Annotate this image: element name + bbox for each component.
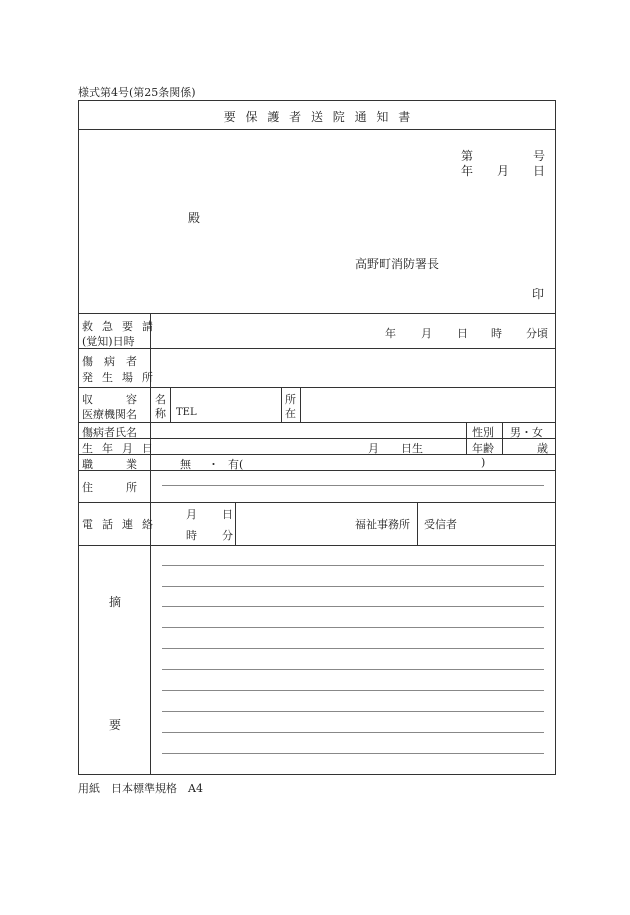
location-label-2: 発生場所 [82,371,162,384]
request-year: 年 [385,327,396,340]
date-month: 月 [497,164,510,178]
address-writing-line [162,485,544,486]
facility-label-2: 医療機関名 [82,408,137,421]
summary-label-1: 摘 [109,595,122,609]
facility-address-label-1: 所 [285,393,296,406]
request-hour: 時 [491,327,502,340]
summary-writing-line [162,690,544,691]
divider [235,502,236,545]
phone-hour: 時 [186,529,197,542]
phone-month: 月 [186,508,197,521]
summary-writing-line [162,627,544,628]
facility-name-label-2: 称 [155,407,166,420]
form-title: 要 保 護 者 送 院 通 知 書 [223,110,411,124]
divider [417,502,418,545]
address-label: 住 所 [82,481,137,494]
summary-writing-line [162,732,544,733]
divider [300,387,301,422]
birth-month-day: 月 日生 [368,442,423,455]
welfare-office: 福祉事務所 [355,518,410,531]
date-year: 年 [461,164,474,178]
paper-spec: 用紙 日本標準規格 A4 [78,782,203,795]
phone-minute: 分 [222,529,233,542]
divider [170,387,171,422]
divider [502,422,503,454]
request-month: 月 [421,327,432,340]
occupation-none: 無 [180,458,191,471]
receiver-label: 受信者 [424,518,457,531]
addressee-suffix: 殿 [188,211,201,225]
sex-value: 男・女 [510,426,543,439]
request-minute: 分頃 [526,327,548,340]
divider [78,129,556,130]
facility-label-1: 収 容 [82,393,137,406]
divider [281,387,282,422]
request-label-1: 救急要請 [82,320,162,333]
summary-writing-line [162,565,544,566]
summary-writing-line [162,606,544,607]
occupation-close: ) [481,456,486,469]
sender: 高野町消防署長 [355,257,440,271]
summary-writing-line [162,711,544,712]
summary-writing-line [162,648,544,649]
phone-day: 日 [222,508,233,521]
summary-writing-line [162,753,544,754]
number-prefix: 第 [461,149,474,163]
seal-mark: 印 [532,287,545,301]
age-label: 年齢 [472,442,494,455]
occupation-yes: 有( [228,458,244,471]
request-label-2: (覚知)日時 [82,335,135,348]
summary-writing-line [162,586,544,587]
sex-label: 性別 [472,426,494,439]
occupation-separator: ・ [208,458,219,471]
occupation-label: 職 業 [82,458,137,471]
date-day: 日 [533,164,546,178]
patient-name-label: 傷病者氏名 [82,426,137,439]
location-label-1: 傷 病 者 [82,355,137,368]
birth-label: 生年月日 [82,442,162,455]
facility-address-label-2: 在 [285,407,296,420]
phone-label: 電話連絡 [82,518,162,531]
number-suffix: 号 [533,149,546,163]
facility-name-label-1: 名 [155,393,166,406]
request-day: 日 [457,327,468,340]
facility-tel: TEL [176,407,197,418]
summary-label-2: 要 [109,718,122,732]
form-number: 様式第4号(第25条関係) [78,86,196,99]
age-unit: 歳 [537,442,548,455]
divider [466,422,467,454]
summary-writing-line [162,669,544,670]
